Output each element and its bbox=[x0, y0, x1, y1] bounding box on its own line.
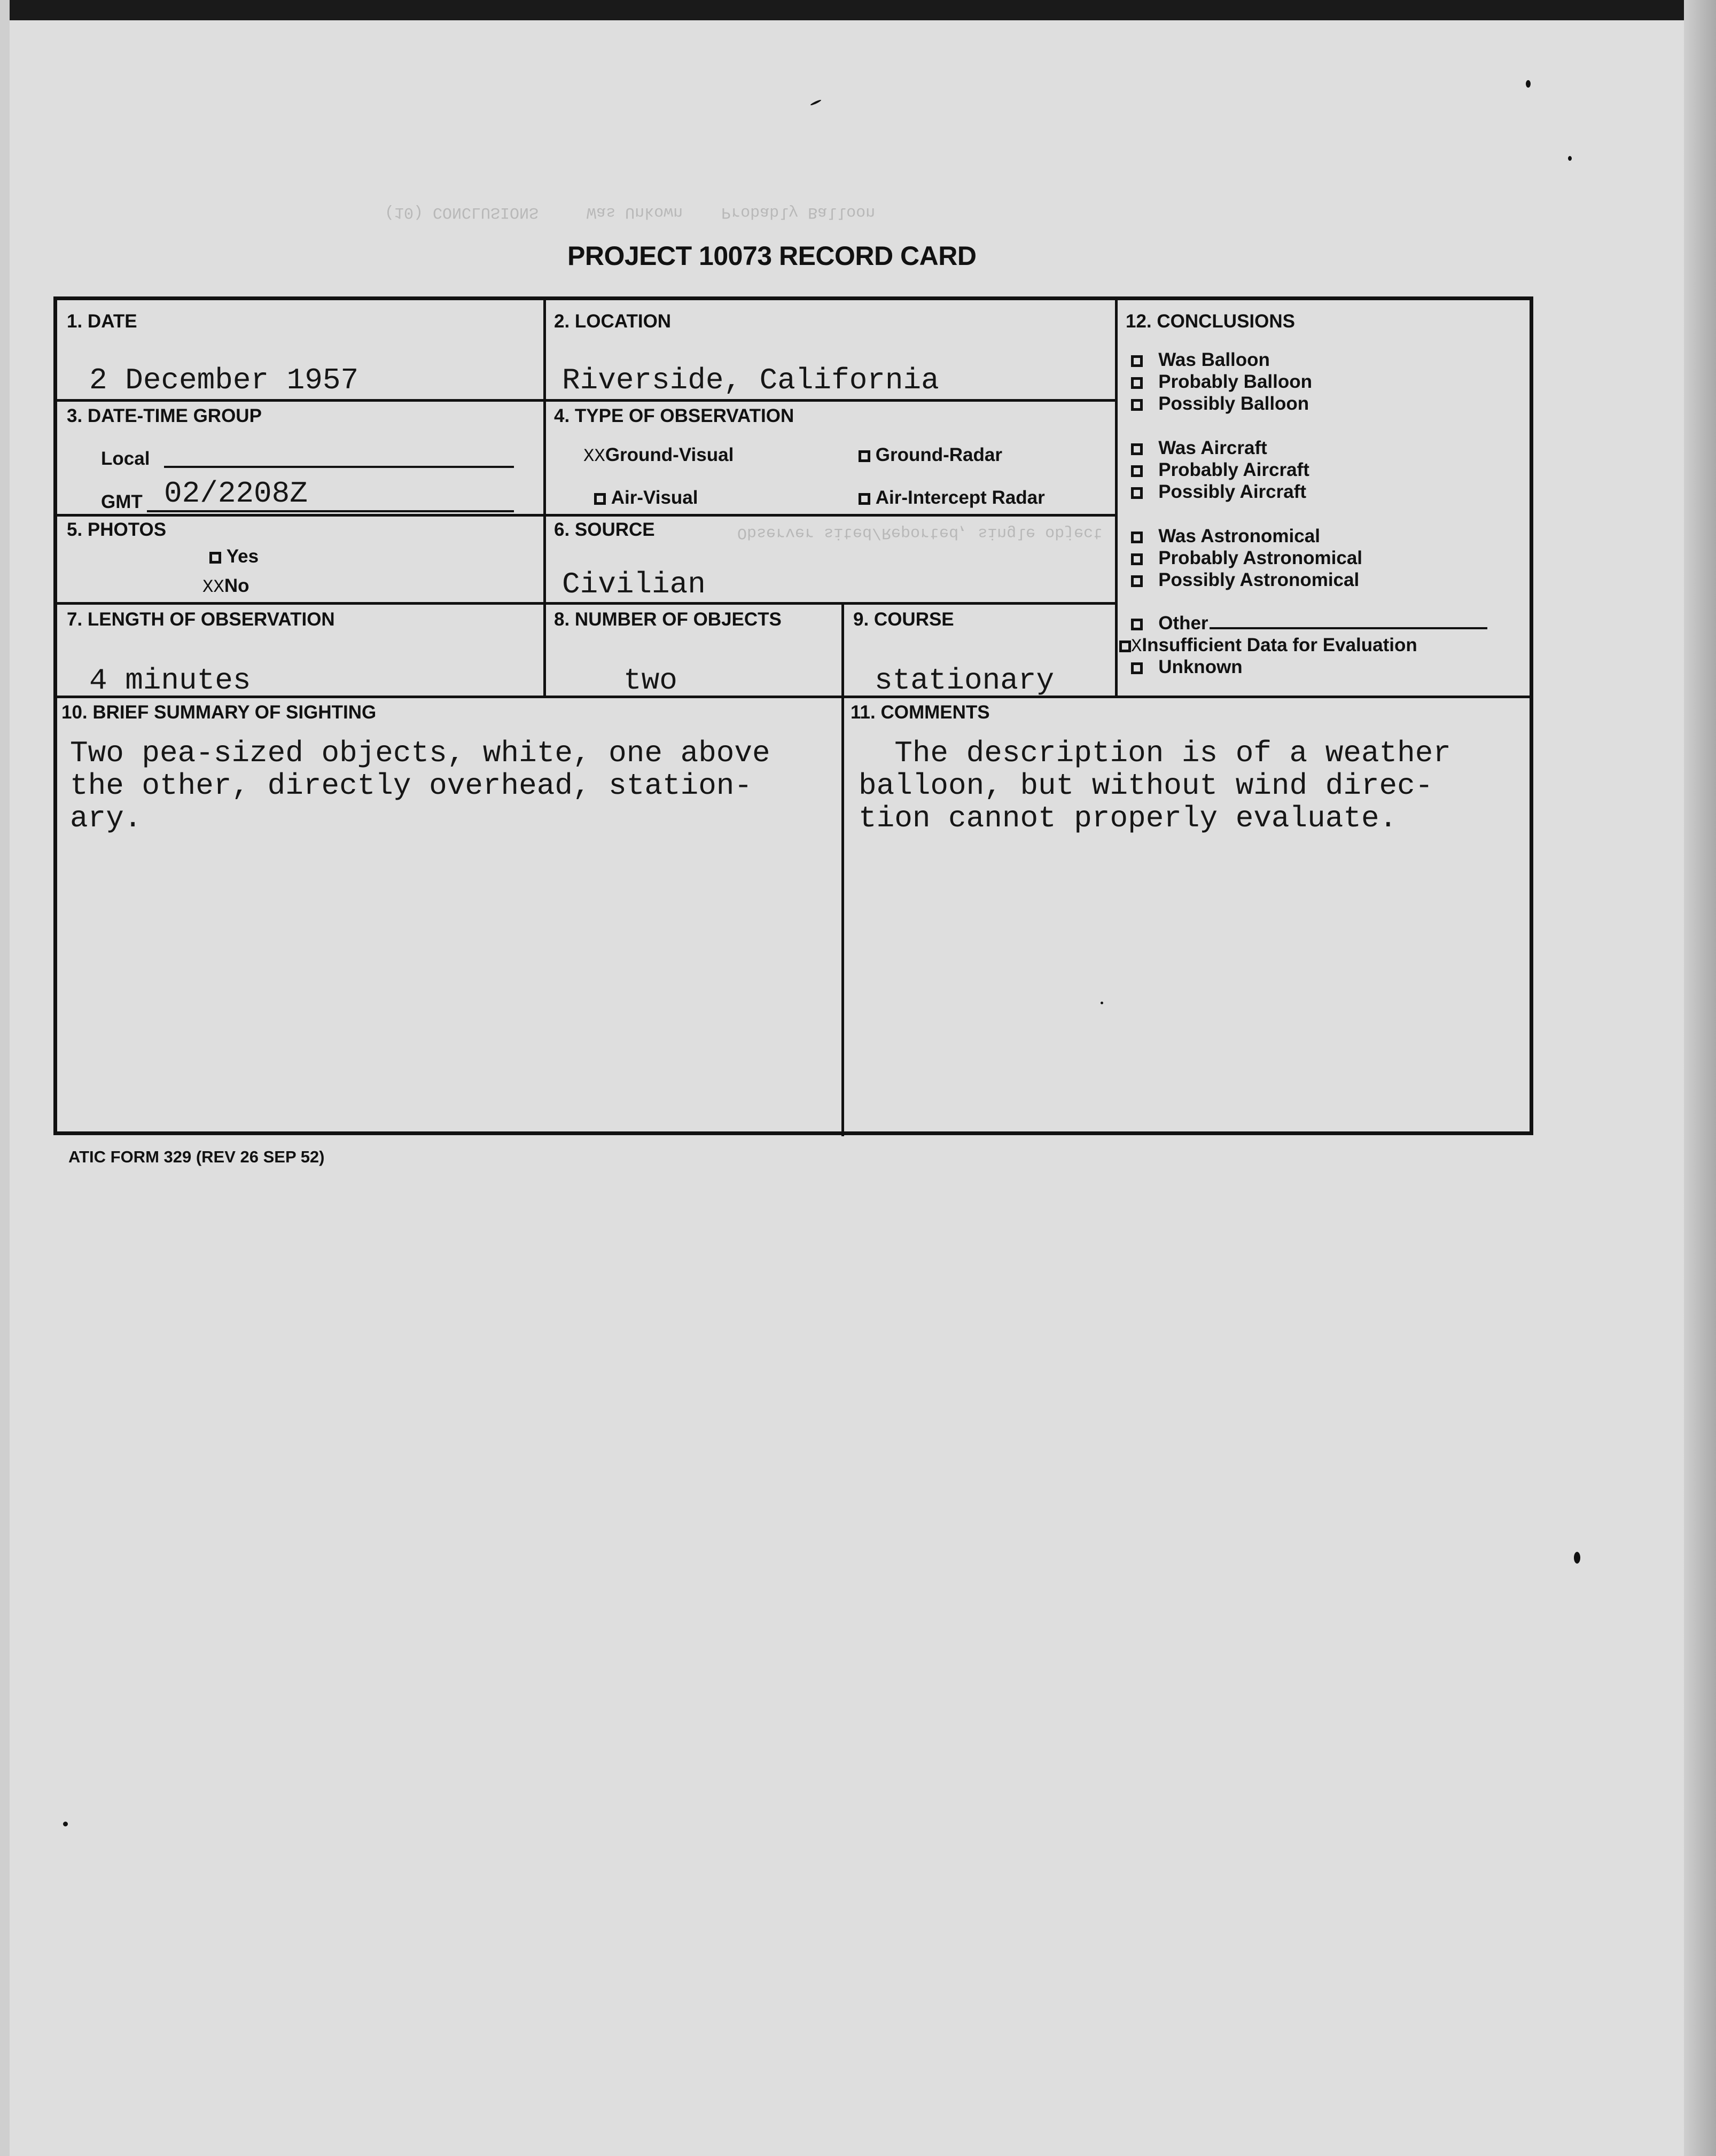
checkbox-icon bbox=[1131, 619, 1143, 630]
scan-top-edge bbox=[0, 0, 1716, 20]
bleed-through-text: Observer sited/Reported, single object bbox=[737, 524, 1103, 542]
brief-summary-text bbox=[70, 737, 770, 835]
other-underline bbox=[1210, 627, 1487, 629]
conclusion-option bbox=[1131, 635, 1417, 657]
conclusion-option bbox=[1131, 569, 1359, 591]
divider bbox=[1115, 300, 1118, 698]
conclusion-option-label: Insufficient Data for Evaluation bbox=[1142, 635, 1417, 655]
brief-summary-line: Two pea-sized objects, white, one above bbox=[70, 736, 770, 770]
record-card bbox=[53, 296, 1533, 1135]
comments-line: The description is of a weather bbox=[859, 736, 1451, 770]
conclusion-option bbox=[1131, 548, 1362, 569]
conclusion-option-label: Probably Astronomical bbox=[1158, 548, 1363, 568]
divider bbox=[57, 696, 1532, 698]
checkbox-icon bbox=[1131, 532, 1143, 543]
air-intercept-radar-label: Air-Intercept Radar bbox=[875, 487, 1045, 508]
conclusion-option bbox=[1131, 438, 1267, 459]
conclusion-option bbox=[1131, 371, 1312, 393]
air-visual-option bbox=[594, 487, 698, 509]
checkbox-icon bbox=[859, 450, 870, 462]
dust-speck bbox=[1568, 156, 1572, 161]
divider bbox=[57, 399, 543, 402]
conclusion-option-label: Probably Aircraft bbox=[1158, 459, 1309, 480]
divider bbox=[543, 514, 1116, 517]
photos-yes-option bbox=[209, 546, 259, 567]
comments-line: balloon, but without wind direc- bbox=[859, 769, 1433, 803]
gmt-label: GMT bbox=[101, 491, 143, 512]
local-time-label: Local bbox=[101, 448, 150, 469]
date-time-group-label: 3. DATE-TIME GROUP bbox=[67, 405, 262, 426]
ground-radar-option bbox=[859, 444, 1002, 466]
conclusion-option bbox=[1131, 393, 1309, 415]
air-visual-label: Air-Visual bbox=[611, 487, 698, 508]
brief-summary-label: 10. BRIEF SUMMARY OF SIGHTING bbox=[61, 702, 377, 723]
ground-visual-checkmark: XX bbox=[583, 447, 605, 467]
length-of-observation-label: 7. LENGTH OF OBSERVATION bbox=[67, 609, 335, 630]
comments-text bbox=[859, 737, 1451, 835]
photos-yes-label: Yes bbox=[226, 546, 259, 567]
photos-no-checkmark: XX bbox=[202, 577, 224, 598]
dust-speck bbox=[63, 1822, 68, 1826]
conclusion-option-label: Possibly Aircraft bbox=[1158, 481, 1307, 502]
dust-speck bbox=[1101, 1002, 1103, 1004]
scan-right-edge bbox=[1684, 0, 1716, 2156]
photos-no-label: No bbox=[224, 575, 249, 596]
dust-speck bbox=[1526, 80, 1531, 88]
comments-label: 11. COMMENTS bbox=[851, 702, 990, 723]
photos-label: 5. PHOTOS bbox=[67, 519, 167, 540]
local-time-line bbox=[164, 466, 514, 468]
checkbox-icon bbox=[1131, 465, 1143, 477]
brief-summary-line: the other, directly overhead, station- bbox=[70, 769, 753, 803]
number-of-objects-value: two bbox=[623, 663, 677, 698]
conclusion-option-label: Other bbox=[1158, 613, 1208, 634]
conclusion-option-label: Was Aircraft bbox=[1158, 438, 1267, 458]
ground-radar-label: Ground-Radar bbox=[875, 444, 1002, 465]
conclusion-option bbox=[1131, 526, 1320, 547]
dust-speck bbox=[1574, 1552, 1580, 1564]
divider bbox=[57, 514, 543, 517]
checkbox-icon bbox=[1131, 575, 1143, 587]
conclusion-option bbox=[1131, 481, 1306, 503]
conclusion-option bbox=[1131, 657, 1243, 678]
course-label: 9. COURSE bbox=[853, 609, 954, 630]
checkbox-icon bbox=[1131, 355, 1143, 367]
conclusion-option-label: Unknown bbox=[1158, 657, 1243, 677]
form-identifier: ATIC FORM 329 (REV 26 SEP 52) bbox=[68, 1147, 325, 1166]
conclusion-option-label: Was Balloon bbox=[1158, 349, 1270, 370]
bleed-through-text: (10) CONCLUSIONS Was Unkown Probably Balloon bbox=[385, 203, 876, 221]
ground-visual-option bbox=[583, 444, 734, 467]
conclusion-option-label: Possibly Astronomical bbox=[1158, 569, 1360, 590]
card-title: PROJECT 10073 RECORD CARD bbox=[567, 241, 977, 271]
date-value: 2 December 1957 bbox=[89, 363, 359, 397]
divider bbox=[543, 300, 546, 698]
gmt-value: 02/2208Z bbox=[164, 476, 308, 511]
conclusion-option-label: Was Astronomical bbox=[1158, 526, 1320, 546]
checkbox-icon bbox=[594, 493, 606, 505]
checkbox-icon bbox=[1131, 553, 1143, 565]
divider bbox=[841, 602, 844, 1136]
divider bbox=[57, 602, 1116, 605]
dust-speck bbox=[810, 99, 822, 106]
air-intercept-radar-option bbox=[859, 487, 1045, 509]
conclusion-option-label: Possibly Balloon bbox=[1158, 393, 1309, 414]
divider bbox=[543, 399, 1116, 402]
brief-summary-line: ary. bbox=[70, 801, 142, 835]
checkbox-icon bbox=[1131, 662, 1143, 674]
comments-line: tion cannot properly evaluate. bbox=[859, 801, 1398, 835]
conclusion-option bbox=[1131, 349, 1270, 371]
ground-visual-label: Ground-Visual bbox=[605, 444, 734, 465]
conclusion-option bbox=[1131, 613, 1487, 634]
course-value: stationary bbox=[875, 663, 1055, 698]
conclusion-option bbox=[1131, 459, 1309, 481]
checkbox-icon bbox=[1131, 399, 1143, 411]
location-label: 2. LOCATION bbox=[554, 311, 672, 332]
photos-no-option bbox=[202, 575, 249, 598]
conclusions-label: 12. CONCLUSIONS bbox=[1126, 311, 1295, 332]
scan-left-edge bbox=[0, 0, 10, 2156]
date-label: 1. DATE bbox=[67, 311, 137, 332]
length-of-observation-value: 4 minutes bbox=[89, 663, 251, 698]
source-label: 6. SOURCE bbox=[554, 519, 655, 540]
number-of-objects-label: 8. NUMBER OF OBJECTS bbox=[554, 609, 782, 630]
checkbox-icon bbox=[859, 493, 870, 505]
conclusion-checkmark: X bbox=[1131, 637, 1142, 657]
checkbox-checked-icon bbox=[1119, 640, 1131, 652]
checkbox-icon bbox=[1131, 487, 1143, 499]
location-value: Riverside, California bbox=[562, 363, 939, 397]
type-of-observation-label: 4. TYPE OF OBSERVATION bbox=[554, 405, 794, 426]
conclusion-option-label: Probably Balloon bbox=[1158, 371, 1312, 392]
checkbox-icon bbox=[209, 552, 221, 564]
checkbox-icon bbox=[1131, 377, 1143, 389]
source-value: Civilian bbox=[562, 567, 706, 602]
checkbox-icon bbox=[1131, 443, 1143, 455]
